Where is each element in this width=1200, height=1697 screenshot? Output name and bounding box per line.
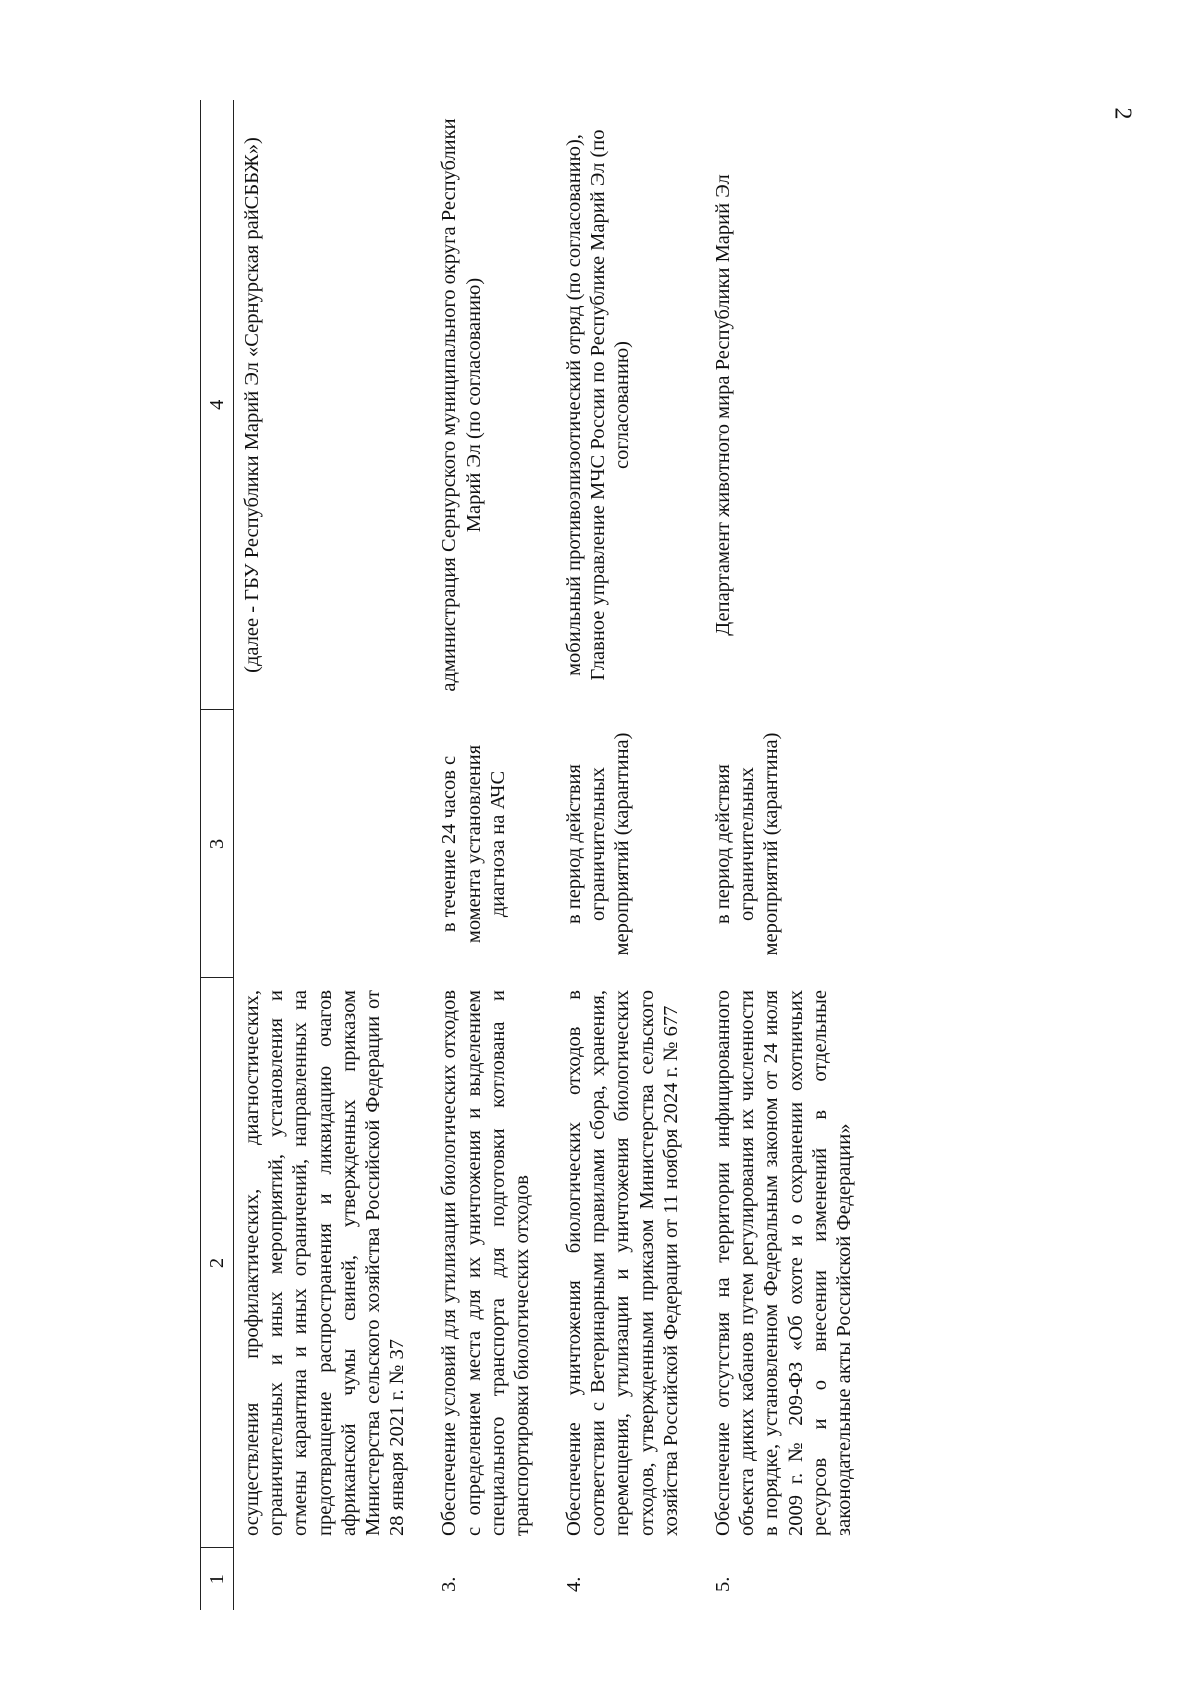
header-col-1: 1 bbox=[201, 1548, 234, 1610]
table-row bbox=[556, 100, 705, 1610]
row-action: Обеспечение отсутствия на территории инфицированного объекта диких кабанов путем регулирования их численности в порядке, установленном Федеральным законом от 24 июля 2009 г. № 209-ФЗ «Об охоте и о сохранении охотничьих ресурсов и о внесении изменений в отдельные законодательные акты Российской Федерации» bbox=[712, 990, 855, 1536]
rotated-table-container bbox=[200, 100, 1020, 1610]
header-col-2: 2 bbox=[201, 978, 234, 1548]
header-col-4: 4 bbox=[201, 100, 234, 710]
row-action: осуществления профилактических, диагностических, ограничительных и иных мероприятий, установления и отмены карантина и иных ограничений, направленных на предотвращение распространения и ликвидацию очагов африканской чумы свиней, утвержденных приказом Министерства сельского хозяйства Российской Федерации от 28 января 2021 г. № 37 bbox=[241, 990, 409, 1536]
row-number: 4. bbox=[563, 1576, 586, 1592]
table-row bbox=[431, 100, 556, 1610]
header-col-3: 3 bbox=[201, 710, 234, 978]
row-action: Обеспечение уничтожения биологических отходов в соответствии с Ветеринарными правилами сбора, хранения, перемещения, утилизации и уничтожения биологических отходов, утвержденными приказом Министерства сельского хозяйства Российской Федерации от 11 ноября 2024 г. № 677 bbox=[563, 990, 682, 1536]
row-executor: (далее - ГБУ Республики Марий Эл «Сернурская райСББЖ») bbox=[241, 137, 263, 673]
row-action: Обеспечение условий для утилизации биологических отходов с определением места для их уничтожения и выделением специального транспорта для подготовки котлована и транспортировки биологических отходов bbox=[438, 990, 533, 1536]
row-number bbox=[234, 1548, 432, 1610]
page-number: 2 bbox=[1109, 107, 1136, 120]
table-row bbox=[234, 100, 432, 1610]
row-term bbox=[234, 710, 432, 978]
row-term: в течение 24 часов с момента установления диагноза на АЧС bbox=[438, 744, 509, 944]
row-executor: администрация Сернурского муниципального округа Республики Марий Эл (по согласованию) bbox=[438, 118, 485, 692]
measures-table bbox=[200, 100, 878, 1610]
row-term: в период действия ограничительных мероприятий (карантина) bbox=[712, 732, 783, 956]
row-executor: Департамент животного мира Республики Марий Эл bbox=[712, 174, 734, 636]
header-row bbox=[201, 100, 234, 1610]
row-executor: мобильный противоэпизоотический отряд (по согласованию), Главное управление МЧС России по Республике Марий Эл (по согласованию) bbox=[563, 129, 634, 681]
row-term: в период действия ограничительных мероприятий (карантина) bbox=[563, 732, 634, 956]
row-number: 3. bbox=[438, 1576, 461, 1592]
table-row bbox=[705, 100, 878, 1610]
row-number: 5. bbox=[712, 1576, 734, 1592]
